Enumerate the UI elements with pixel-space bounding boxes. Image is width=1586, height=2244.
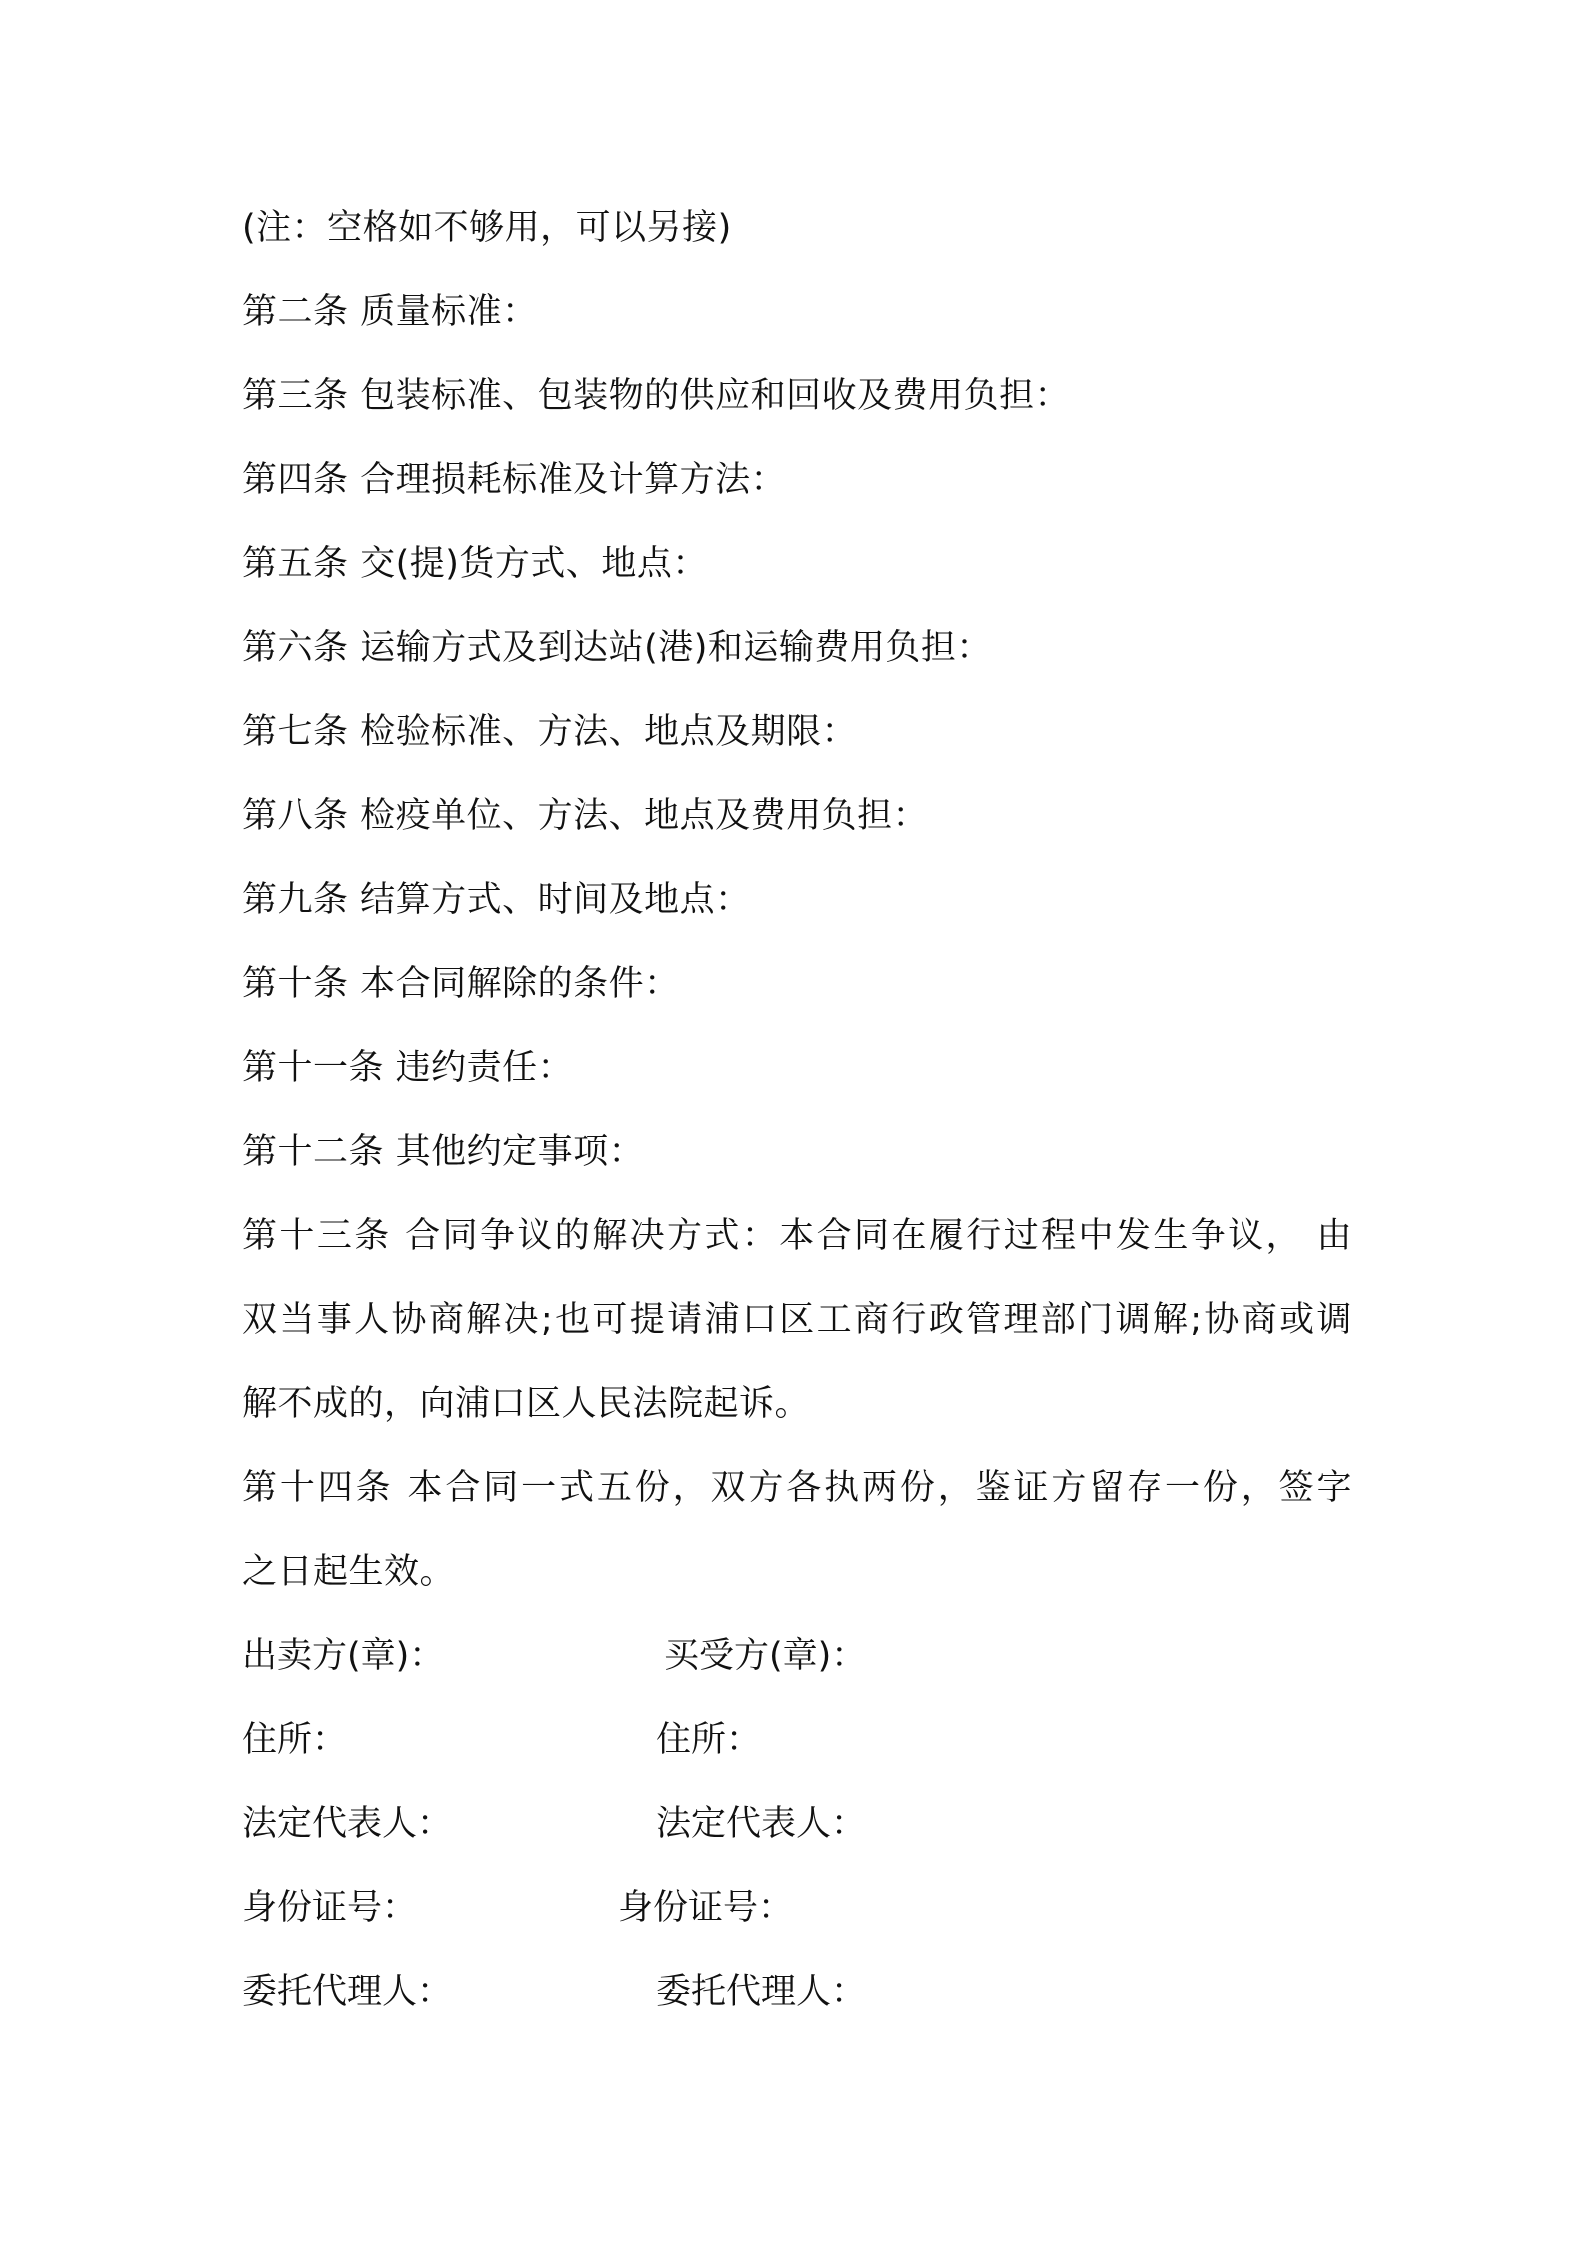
clause-10: 第十条 本合同解除的条件： xyxy=(242,964,680,1004)
clause-3: 第三条 包装标准、包装物的供应和回收及费用负担： xyxy=(242,376,1071,416)
seller-legal-rep-label: 法定代表人： xyxy=(242,1804,453,1844)
seller-id-number-label: 身份证号： xyxy=(242,1888,418,1928)
buyer-legal-rep-label: 法定代表人： xyxy=(656,1804,867,1844)
clause-13-line-2: 双当事人协商解决;也可提请浦口区工商行政管理部门调解;协商或调 xyxy=(242,1300,1352,1340)
clause-13-line-3: 解不成的，向浦口区人民法院起诉。 xyxy=(242,1384,811,1424)
buyer-agent-label: 委托代理人： xyxy=(656,1972,867,2012)
buyer-address-label: 住所： xyxy=(656,1720,762,1760)
clause-9: 第九条 结算方式、时间及地点： xyxy=(242,880,751,920)
clause-13-line-1: 第十三条 合同争议的解决方式：本合同在履行过程中发生争议， 由 xyxy=(242,1216,1352,1256)
clause-8: 第八条 检疫单位、方法、地点及费用负担： xyxy=(242,796,929,836)
seller-seal-label: 出卖方(章)： xyxy=(242,1636,445,1676)
buyer-id-number-label: 身份证号： xyxy=(618,1888,794,1928)
buyer-seal-label: 买受方(章)： xyxy=(664,1636,867,1676)
clause-2: 第二条 质量标准： xyxy=(242,292,538,332)
clause-12: 第十二条 其他约定事项： xyxy=(242,1132,645,1172)
seller-address-label: 住所： xyxy=(242,1720,348,1760)
clause-7: 第七条 检验标准、方法、地点及期限： xyxy=(242,712,858,752)
clause-6: 第六条 运输方式及到达站(港)和运输费用负担： xyxy=(242,628,992,668)
clause-14-line-1: 第十四条 本合同一式五份，双方各执两份，鉴证方留存一份，签字 xyxy=(242,1468,1352,1508)
note-line: (注：空格如不够用，可以另接) xyxy=(242,208,732,248)
clause-4: 第四条 合理损耗标准及计算方法： xyxy=(242,460,787,500)
clause-14-line-2: 之日起生效。 xyxy=(242,1552,456,1592)
seller-agent-label: 委托代理人： xyxy=(242,1972,453,2012)
clause-5: 第五条 交(提)货方式、地点： xyxy=(242,544,708,584)
clause-11: 第十一条 违约责任： xyxy=(242,1048,574,1088)
